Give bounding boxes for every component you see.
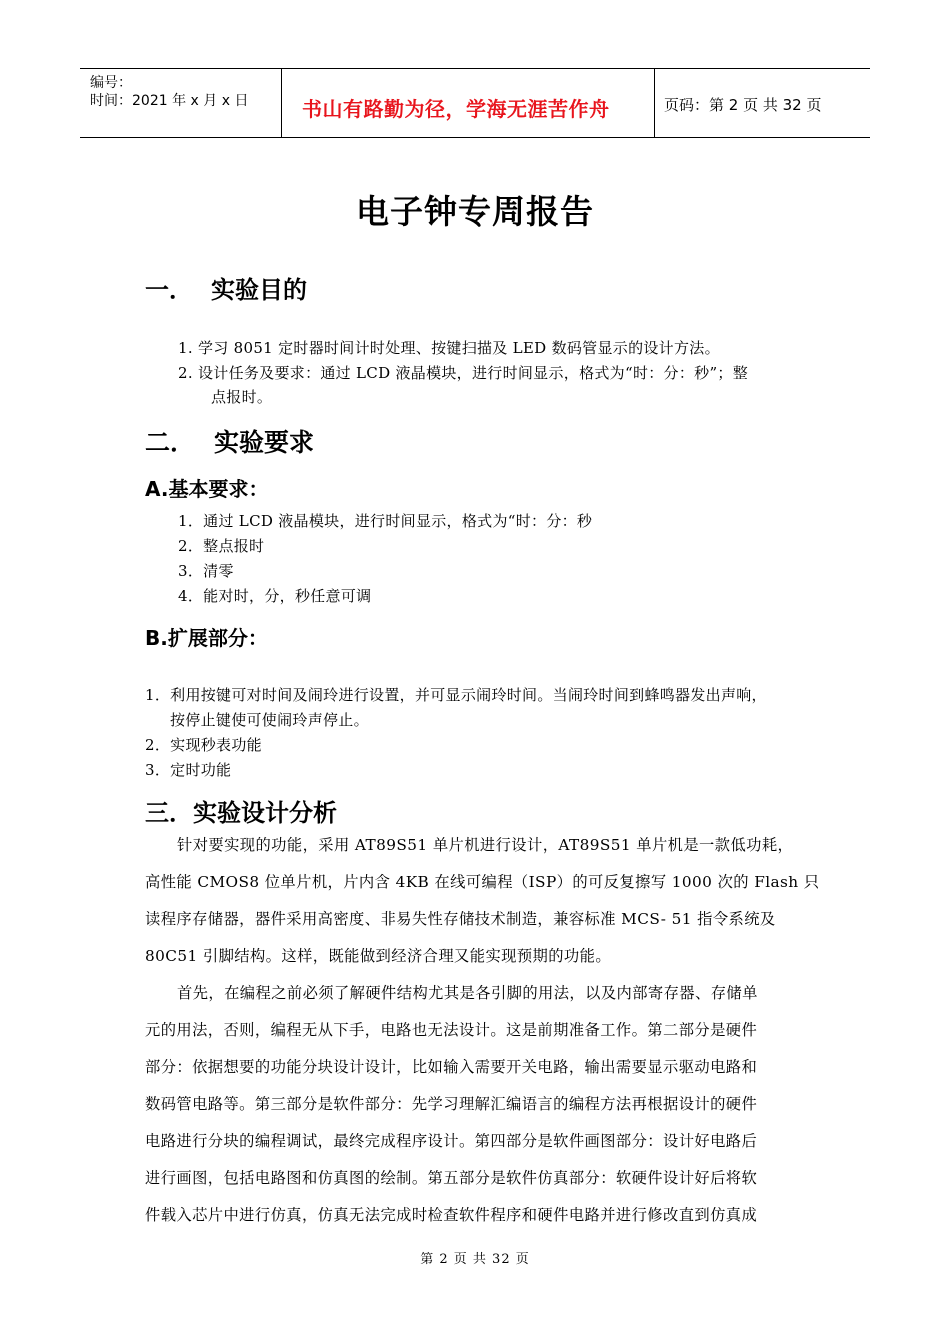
section1-item-2: 2. 设计任务及要求：通过 LCD 液晶模块，进行时间显示，格式为“时：分：秒”；整 (178, 364, 749, 382)
analysis-line-11: 件载入芯片中进行仿真，仿真无法完成时检查软件程序和硬件电路并进行修改直到仿真成 (145, 1206, 758, 1224)
extended-item-3: 3．定时功能 (145, 761, 232, 779)
page-header (80, 68, 870, 138)
extended-heading: B.扩展部分： (145, 626, 268, 650)
motto-text: 书山有路勤为径，学海无涯苦作舟 (302, 97, 610, 121)
extended-item-1-cont: 按停止键使可使闹玲声停止。 (170, 711, 369, 729)
section2-number: 二． (145, 428, 196, 457)
number-label: 编号： (90, 75, 132, 91)
section3-heading: 三．实验设计分析 (145, 799, 337, 827)
section1-item-1: 1. 学习 8051 定时器时间计时处理、按键扫描及 LED 数码管显示的设计方法。 (178, 339, 720, 357)
page-info-text: 页码：第 2 页 共 32 页 (664, 96, 822, 114)
analysis-line-4: 80C51 引脚结构。这样，既能做到经济合理又能实现预期的功能。 (145, 947, 612, 965)
analysis-line-3: 读程序存储器，器件采用高密度、非易失性存储技术制造，兼容标准 MCS- 51 指令系统及 (145, 910, 776, 928)
section1-item-2-cont: 点报时。 (211, 388, 273, 406)
basic-requirements-heading: A.基本要求： (145, 477, 269, 501)
section1-number: 一． (145, 276, 193, 304)
analysis-line-5: 首先，在编程之前必须了解硬件结构尤其是各引脚的用法，以及内部寄存器、存储单 (177, 984, 758, 1002)
header-meta (80, 69, 282, 137)
analysis-line-6: 元的用法，否则，编程无从下手，电路也无法设计。这是前期准备工作。第二部分是硬件 (145, 1021, 758, 1039)
section2-title: 实验要求 (214, 428, 315, 457)
analysis-line-9: 电路进行分块的编程调试，最终完成程序设计。第四部分是软件画图部分：设计好电路后 (145, 1132, 758, 1150)
header-page-info (655, 69, 870, 137)
section2-heading (145, 423, 314, 459)
analysis-line-10: 进行画图，包括电路图和仿真图的绘制。第五部分是软件仿真部分：软硬件设计好后将软 (145, 1169, 758, 1187)
basic-item-1: 1．通过 LCD 液晶模块，进行时间显示，格式为“时：分：秒 (178, 512, 593, 530)
extended-item-2: 2．实现秒表功能 (145, 736, 262, 754)
document-title: 电子钟专周报告 (356, 192, 594, 231)
header-motto (282, 69, 655, 137)
section1-title: 实验目的 (211, 276, 307, 304)
basic-item-3: 3．清零 (178, 562, 234, 580)
basic-item-2: 2．整点报时 (178, 537, 265, 555)
analysis-line-2: 高性能 CMOS8 位单片机，片内含 4KB 在线可编程（ISP）的可反复擦写 1000 次的 Flash 只 (145, 873, 820, 891)
analysis-line-8: 数码管电路等。第三部分是软件部分：先学习理解汇编语言的编程方法再根据设计的硬件 (145, 1095, 758, 1113)
analysis-line-1: 针对要实现的功能，采用 AT89S51 单片机进行设计，AT89S51 单片机是一款低功耗， (177, 836, 794, 854)
section1-heading (145, 270, 307, 305)
time-label: 时间：2021 年 x 月 x 日 (90, 93, 249, 109)
page-footer: 第 2 页 共 32 页 (420, 1252, 530, 1267)
extended-item-1: 1．利用按键可对时间及闹玲进行设置，并可显示闹玲时间。当闹玲时间到蜂鸣器发出声响， (145, 686, 767, 704)
analysis-line-7: 部分：依据想要的功能分块设计设计，比如输入需要开关电路，输出需要显示驱动电路和 (145, 1058, 758, 1076)
basic-item-4: 4．能对时，分，秒任意可调 (178, 587, 372, 605)
